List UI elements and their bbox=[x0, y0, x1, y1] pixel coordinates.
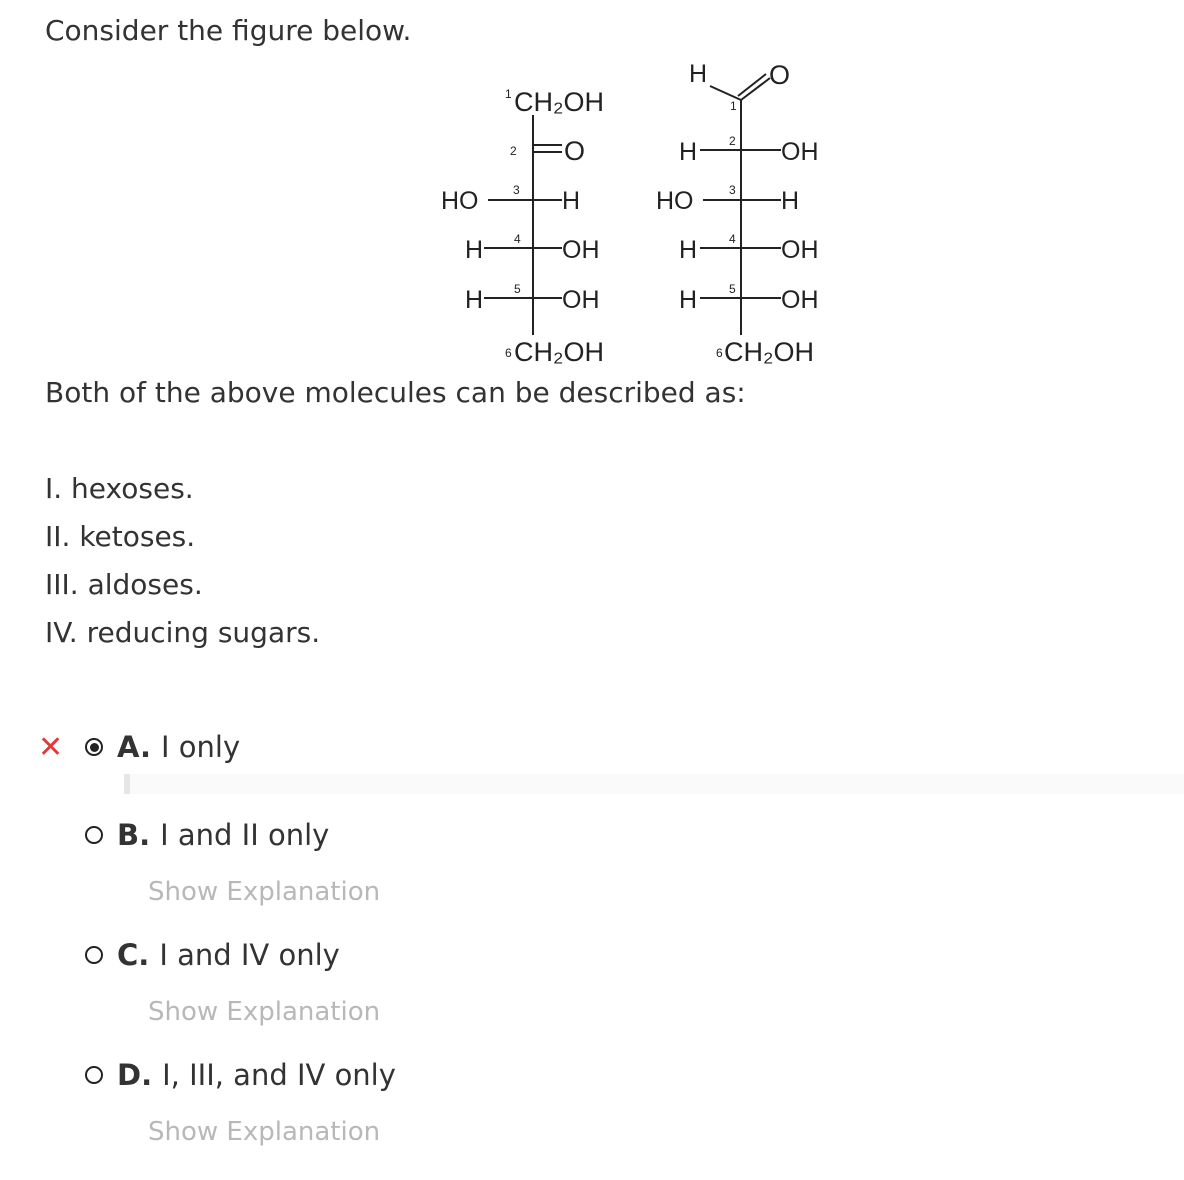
option-text: I and II only bbox=[160, 818, 330, 852]
structure-label: CH₂OH bbox=[514, 337, 604, 367]
show-explanation-link[interactable]: Show Explanation bbox=[148, 997, 381, 1027]
structure-label: 2 bbox=[729, 134, 736, 148]
structure-label: OH bbox=[781, 138, 819, 166]
option-c[interactable] bbox=[85, 938, 340, 972]
aldose-fischer-projection bbox=[700, 74, 781, 335]
structure-label: 5 bbox=[729, 282, 736, 296]
option-text: I only bbox=[161, 730, 241, 764]
feedback-bar bbox=[124, 774, 1184, 794]
structure-label: 5 bbox=[514, 282, 521, 296]
structure-label: 6 bbox=[505, 346, 512, 360]
option-d[interactable] bbox=[85, 1058, 396, 1092]
radio-icon[interactable] bbox=[85, 1066, 103, 1084]
structure-label: OH bbox=[781, 286, 819, 314]
fischer-projections-figure bbox=[0, 0, 1184, 380]
structure-label: OH bbox=[562, 286, 600, 314]
option-text: I and IV only bbox=[159, 938, 340, 972]
question-prompt: Both of the above molecules can be described as: bbox=[45, 376, 746, 409]
option-b[interactable] bbox=[85, 818, 329, 852]
structure-label: H bbox=[781, 187, 800, 215]
structure-label: H bbox=[679, 286, 698, 314]
statement-4: IV. reducing sugars. bbox=[45, 616, 321, 649]
radio-selected-icon[interactable] bbox=[85, 738, 103, 756]
structure-label: 4 bbox=[729, 232, 736, 246]
structure-label: H bbox=[679, 236, 698, 264]
option-letter: C. bbox=[117, 938, 150, 972]
structure-label: H bbox=[465, 236, 484, 264]
structure-label: CH₂OH bbox=[514, 87, 604, 117]
ketose-fischer-projection bbox=[484, 115, 562, 335]
structure-label: CH₂OH bbox=[724, 337, 814, 367]
structure-label: 1 bbox=[505, 87, 512, 101]
statement-1: I. hexoses. bbox=[45, 472, 194, 505]
structure-label: 1 bbox=[730, 99, 737, 113]
show-explanation-link[interactable]: Show Explanation bbox=[148, 877, 381, 907]
structure-label: OH bbox=[781, 236, 819, 264]
structure-label: 3 bbox=[729, 183, 736, 197]
structure-label: 2 bbox=[510, 144, 517, 158]
ketose-labels bbox=[441, 87, 604, 367]
structure-label: HO bbox=[441, 187, 479, 215]
structure-label: H bbox=[689, 60, 708, 88]
question-intro: Consider the figure below. bbox=[45, 14, 412, 47]
structure-label: 4 bbox=[514, 232, 521, 246]
statement-3: III. aldoses. bbox=[45, 568, 203, 601]
aldose-labels bbox=[656, 60, 819, 367]
structure-label: O bbox=[564, 136, 586, 166]
option-text: I, III, and IV only bbox=[162, 1058, 396, 1092]
option-letter: A. bbox=[117, 730, 151, 764]
statement-2: II. ketoses. bbox=[45, 520, 196, 553]
structure-label: OH bbox=[562, 236, 600, 264]
option-letter: D. bbox=[117, 1058, 153, 1092]
radio-icon[interactable] bbox=[85, 826, 103, 844]
structure-label: 6 bbox=[716, 346, 723, 360]
radio-icon[interactable] bbox=[85, 946, 103, 964]
structure-label: HO bbox=[656, 187, 694, 215]
structure-label: O bbox=[769, 60, 791, 90]
structure-label: H bbox=[465, 286, 484, 314]
option-letter: B. bbox=[117, 818, 151, 852]
option-a[interactable] bbox=[85, 730, 240, 764]
structure-label: H bbox=[562, 187, 581, 215]
structure-label: H bbox=[679, 138, 698, 166]
incorrect-x-icon: ✕ bbox=[38, 730, 64, 765]
structure-label: 3 bbox=[513, 183, 520, 197]
show-explanation-link[interactable]: Show Explanation bbox=[148, 1117, 381, 1147]
